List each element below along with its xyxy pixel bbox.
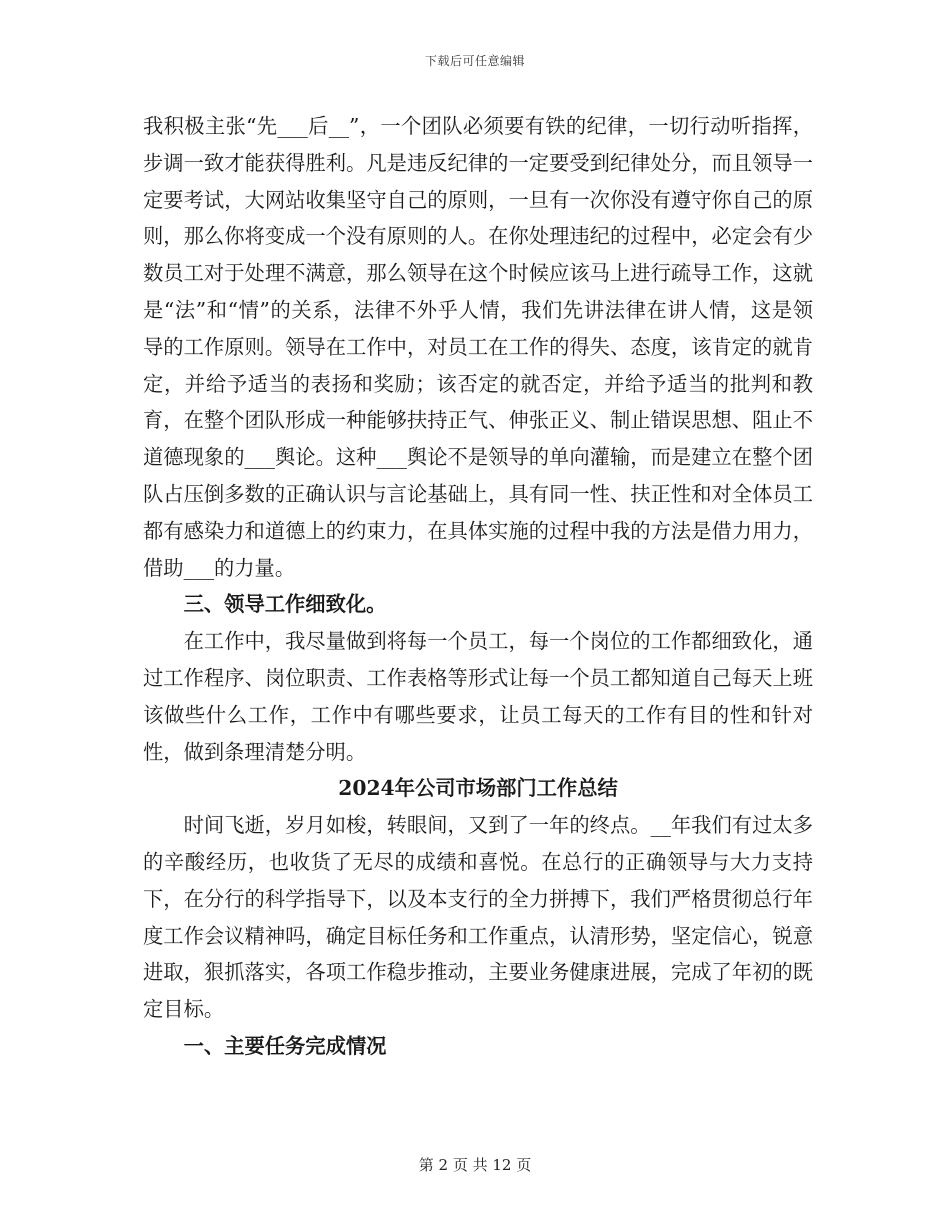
document-title: 2024年公司市场部门工作总结 bbox=[338, 776, 618, 801]
document-body bbox=[143, 108, 813, 1065]
page-header-note: 下载后可任意编辑 bbox=[424, 54, 525, 68]
page-number-footer: 第 2 页 共 12 页 bbox=[418, 1156, 532, 1174]
paragraph-year-summary: 时间飞逝，岁月如梭，转眼间，又到了一年的终点。__年我们有过太多的辛酸经历，也收货了无尽的成绩和喜悦。在总行的正确领导与大力支持下，在分行的科学指导下，以及本支行的全力拼搏下，我们严格贯彻总行年度工作会议精神吗，确定目标任务和工作重点，认清形势，坚定信心，锐意进取，狠抓落实，各项工作稳步推动，主要业务健康进展，完成了年初的既定目标。 bbox=[143, 813, 813, 1022]
section-heading-one: 一、主要任务完成情况 bbox=[183, 1033, 387, 1058]
paragraph-discipline: 我积极主张“先___后__”，一个团队必须要有铁的纪律，一切行动听指挥，步调一致才能获得胜利。凡是违反纪律的一定要受到纪律处分，而且领导一定要考试，大网站收集坚守自己的原则，一旦有一次你没有遵守你自己的原则，那么你将变成一个没有原则的人。在你处理违纪的过程中，必定会有少数员工对于处理不满意，那么领导在这个时候应该马上进行疏导工作，这就是“法”和“情”的关系，法律不外乎人情，我们先讲法律在讲人情，这是领导的工作原则。领导在工作中，对员工在工作的得失、态度，该肯定的就肯定，并给予适当的表扬和奖励；该否定的就否定，并给予适当的批判和教育，在整个团队形成一种能够扶持正气、伸张正义、制止错误思想、阻止不道德现象的___舆论。这种___舆论不是领导的单向灌输，而是建立在整个团队占压倒多数的正确认识与言论基础上，具有同一性、扶正性和对全体员工都有感染力和道德上的约束力，在具体实施的过程中我的方法是借力用力，借助___的力量。 bbox=[143, 114, 813, 580]
section-heading-three: 三、领导工作细致化。 bbox=[183, 592, 387, 617]
paragraph-detail-work: 在工作中，我尽量做到将每一个员工，每一个岗位的工作都细致化，通过工作程序、岗位职责、工作表格等形式让每一个员工都知道自己每天上班该做些什么工作，工作中有哪些要求，让员工每天的工作有目的性和针对性，做到条理清楚分明。 bbox=[143, 629, 813, 764]
